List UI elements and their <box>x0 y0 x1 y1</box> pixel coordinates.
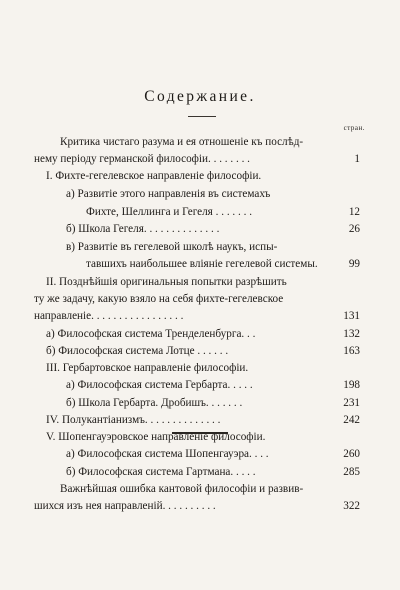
toc-entry-text: б) Школа Гегеля. . . . . . . . . . . . . . <box>66 223 220 235</box>
toc-entry-page-number: 132 <box>343 328 360 340</box>
toc-entry-page-number: 285 <box>343 466 360 478</box>
toc-entry-page-number: 231 <box>343 397 360 409</box>
toc-entry-text: III. Гербартовское направленіе философіи. <box>46 362 249 374</box>
toc-entry-text: б) Философская система Лотце . . . . . . <box>46 345 229 357</box>
toc-entry-text: Важнѣйшая ошибка кантовой философіи и развив- <box>60 483 304 495</box>
toc-entry-text: II. Позднѣйшія оригинальныя попытки разрѣшить <box>46 276 287 288</box>
toc-entry-text: ту же задачу, какую взяло на себя фихте-гегелевское <box>34 293 284 305</box>
toc-entry-page-number: 163 <box>343 345 360 357</box>
toc-entry-text: Фихте, Шеллинга и Гегеля . . . . . . . <box>86 206 252 218</box>
toc-entry-text: б) Школа Гербарта. Дробишъ. . . . . . . <box>66 397 243 409</box>
toc-entry-page-number: 1 <box>354 153 360 165</box>
toc-entry-text: в) Развитіе въ гегелевой школѣ наукъ, испы- <box>66 241 278 253</box>
toc-entry-text: нему періоду германской философіи. . . . . . . . <box>34 153 250 165</box>
page-title: Содержание. <box>144 88 256 105</box>
toc-entry-page-number: 12 <box>348 206 360 218</box>
title-rule <box>188 116 216 117</box>
toc-entry-text: тавшихъ наибольшее вліяніе гегелевой системы. <box>86 258 318 270</box>
toc-entry-text: IV. Полукантіанизмъ. . . . . . . . . . . . . . <box>46 414 221 426</box>
toc-entry-text: V. Шопенгауэровское направленіе философіи. <box>46 431 266 443</box>
toc-entry-text: а) Философская система Гербарта. . . . . <box>66 379 253 391</box>
toc-entry-page-number: 26 <box>348 223 360 235</box>
toc-entry-text: шихся изъ нея направленій. . . . . . . . . . <box>34 500 216 512</box>
page-column-label: стран. <box>343 124 365 132</box>
toc-entry-page-number: 242 <box>343 414 360 426</box>
toc-entry-page-number: 322 <box>343 500 360 512</box>
toc-entry-text: направленіе. . . . . . . . . . . . . . . . . <box>34 310 184 322</box>
toc-entry-page-number: 260 <box>343 448 360 460</box>
toc-entry-text: а) Философская система Шопенгауэра. . . . <box>66 448 269 460</box>
bottom-rule <box>172 432 228 434</box>
toc-entry-text: а) Развитіе этого направленія въ системахъ <box>66 188 271 200</box>
toc-entry-text: б) Философская система Гартмана. . . . . <box>66 466 256 478</box>
toc-entry-text: Критика чистаго разума и ея отношеніе къ послѣд- <box>60 136 304 148</box>
toc-entry-text: I. Фихте-гегелевское направленіе философіи. <box>46 170 262 182</box>
toc-entry-page-number: 131 <box>343 310 360 322</box>
toc-entry-page-number: 99 <box>348 258 360 270</box>
toc-entry-text: а) Философская система Тренделенбурга. . . <box>46 328 256 340</box>
toc-entry-page-number: 198 <box>343 379 360 391</box>
